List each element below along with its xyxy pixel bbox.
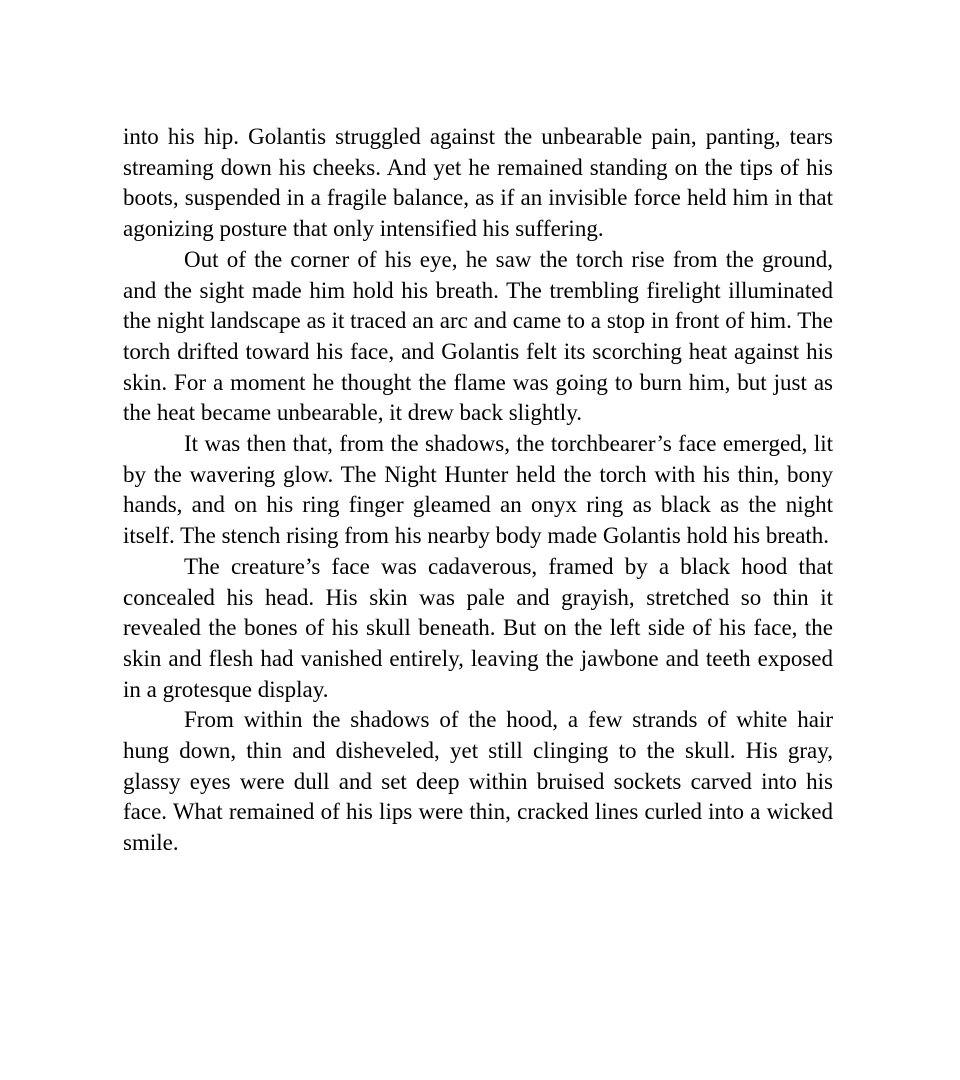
paragraph-continuation: into his hip. Golantis struggled against the unbearable pain, panting, tears streaming down his cheeks. And yet he remained standing on the tips of his boots, suspended in a fragile balance, as if an invisible force held him in that agonizing posture that only intensified his suffering. [123, 124, 833, 242]
page-text-block [123, 122, 833, 859]
paragraph-2: Out of the corner of his eye, he saw the torch rise from the ground, and the sight made him hold his breath. The trembling firelight illuminated the night landscape as it traced an arc and came to a stop in front of him. The torch drifted toward his face, and Golantis felt its scorching heat against his skin. For a moment he thought the flame was going to burn him, but just as the heat became unbearable, it drew back slightly. [123, 246, 833, 426]
paragraph-3: It was then that, from the shadows, the torchbearer’s face emerged, lit by the wavering glow. The Night Hunter held the torch with his thin, bony hands, and on his ring finger gleamed an onyx ring as black as the night itself. The stench rising from his nearby body made Golantis hold his breath. [123, 431, 833, 549]
paragraph-4: The creature’s face was cadaverous, framed by a black hood that concealed his head. His skin was pale and grayish, stretched so thin it revealed the bones of his skull beneath. But on the left side of his face, the skin and flesh had vanished entirely, leaving the jawbone and teeth exposed in a grotesque display. [123, 553, 833, 702]
paragraph-5: From within the shadows of the hood, a few strands of white hair hung down, thin and disheveled, yet still clinging to the skull. His gray, glassy eyes were dull and set deep within bruised sockets carved into his face. What remained of his lips were thin, cracked lines curled into a wicked smile. [123, 707, 833, 856]
